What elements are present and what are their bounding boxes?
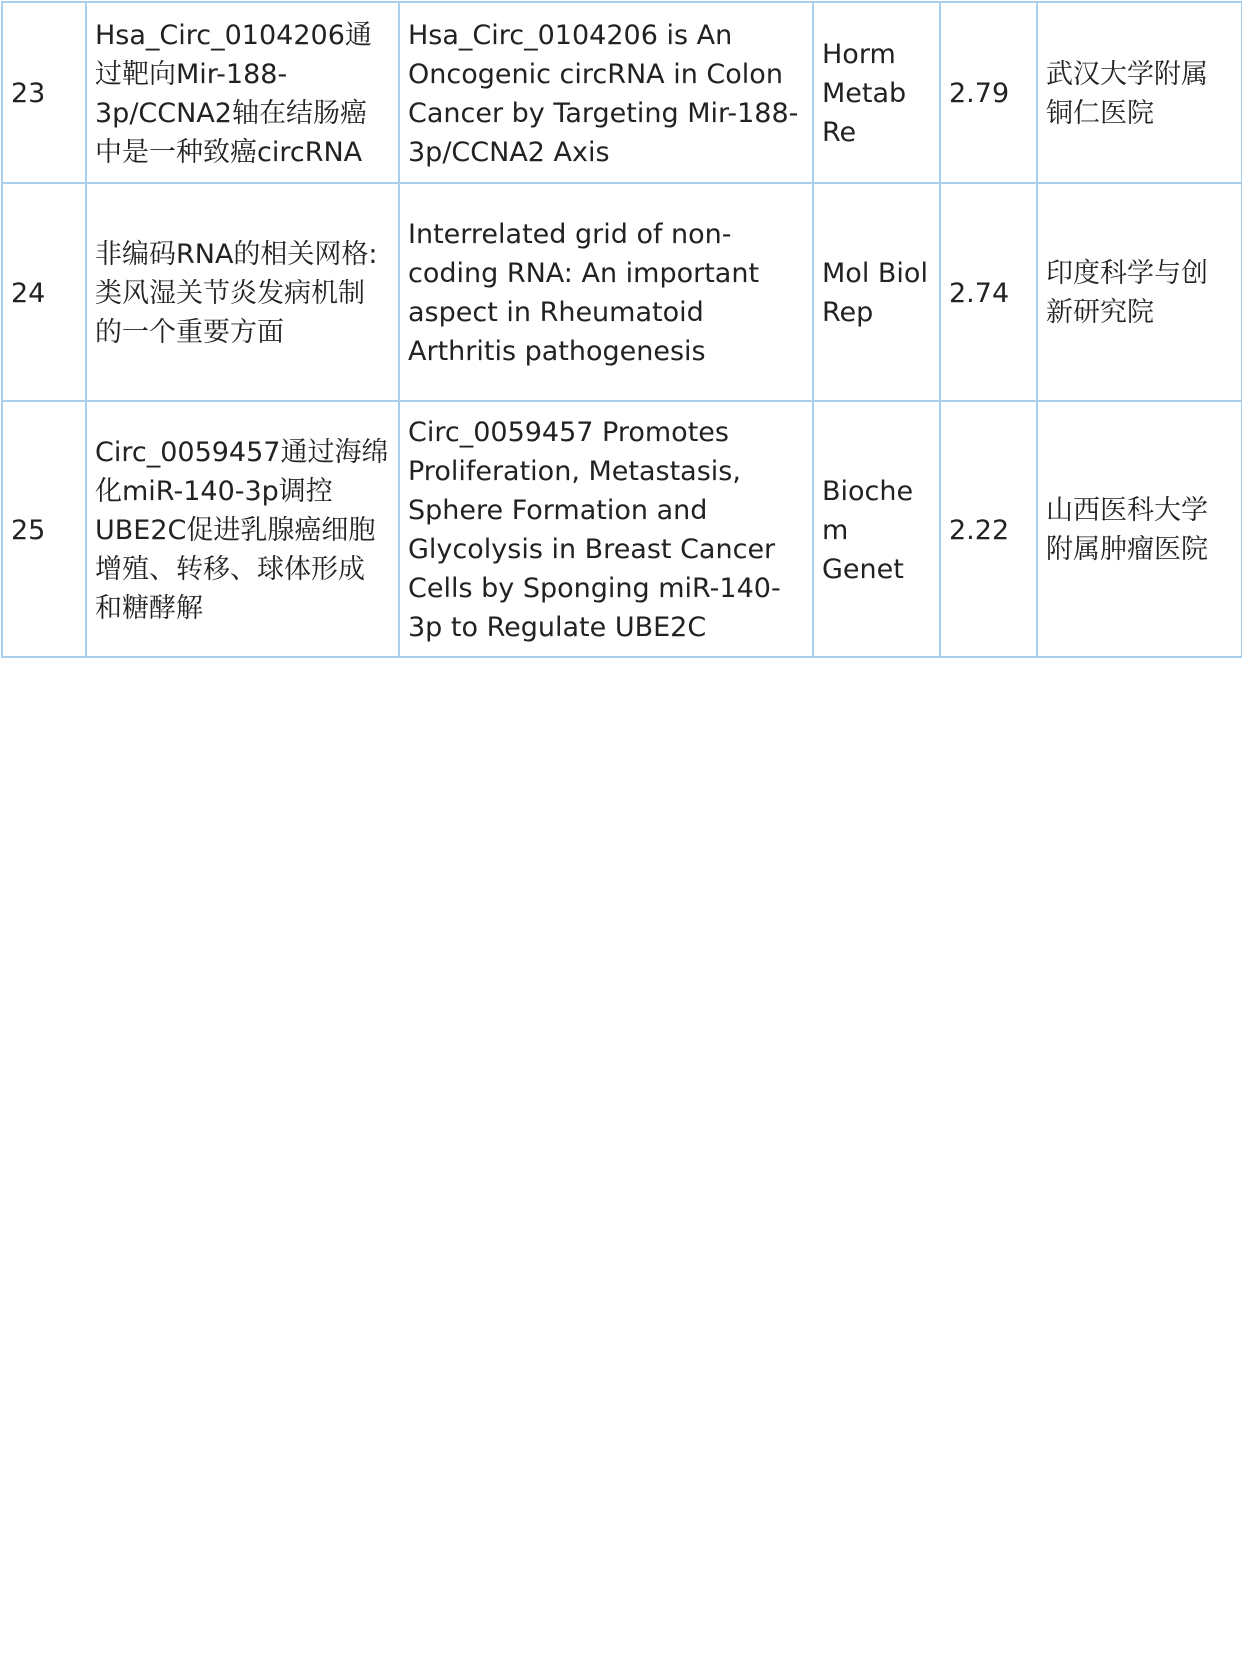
table-row <box>2 401 1242 657</box>
title-english: Circ_0059457 Promotes Proliferation, Metastasis, Sphere Formation and Glycolysis in Breast Cancer Cells by Sponging miR-140-3p to Regulate UBE2C <box>399 401 813 657</box>
impact-factor: 2.79 <box>940 2 1037 183</box>
papers-table <box>1 1 1242 658</box>
institution: 印度科学与创新研究院 <box>1037 183 1242 401</box>
impact-factor: 2.22 <box>940 401 1037 657</box>
journal-name: Mol Biol Rep <box>813 183 940 401</box>
title-english: Hsa_Circ_0104206 is An Oncogenic circRNA in Colon Cancer by Targeting Mir-188-3p/CCNA2 Axis <box>399 2 813 183</box>
title-english: Interrelated grid of non-coding RNA: An important aspect in Rheumatoid Arthritis pathogenesis <box>399 183 813 401</box>
journal-name: Biochem Genet <box>813 401 940 657</box>
table-row <box>2 183 1242 401</box>
impact-factor: 2.74 <box>940 183 1037 401</box>
institution: 武汉大学附属铜仁医院 <box>1037 2 1242 183</box>
journal-name: Horm Metab Re <box>813 2 940 183</box>
title-chinese: 非编码RNA的相关网格:类风湿关节炎发病机制的一个重要方面 <box>86 183 399 401</box>
row-number: 24 <box>2 183 86 401</box>
row-number: 23 <box>2 2 86 183</box>
title-chinese: Circ_0059457通过海绵化miR-140-3p调控UBE2C促进乳腺癌细胞增殖、转移、球体形成和糖酵解 <box>86 401 399 657</box>
title-chinese: Hsa_Circ_0104206通过靶向Mir-188-3p/CCNA2轴在结肠癌中是一种致癌circRNA <box>86 2 399 183</box>
table-row <box>2 2 1242 183</box>
row-number: 25 <box>2 401 86 657</box>
institution: 山西医科大学附属肿瘤医院 <box>1037 401 1242 657</box>
